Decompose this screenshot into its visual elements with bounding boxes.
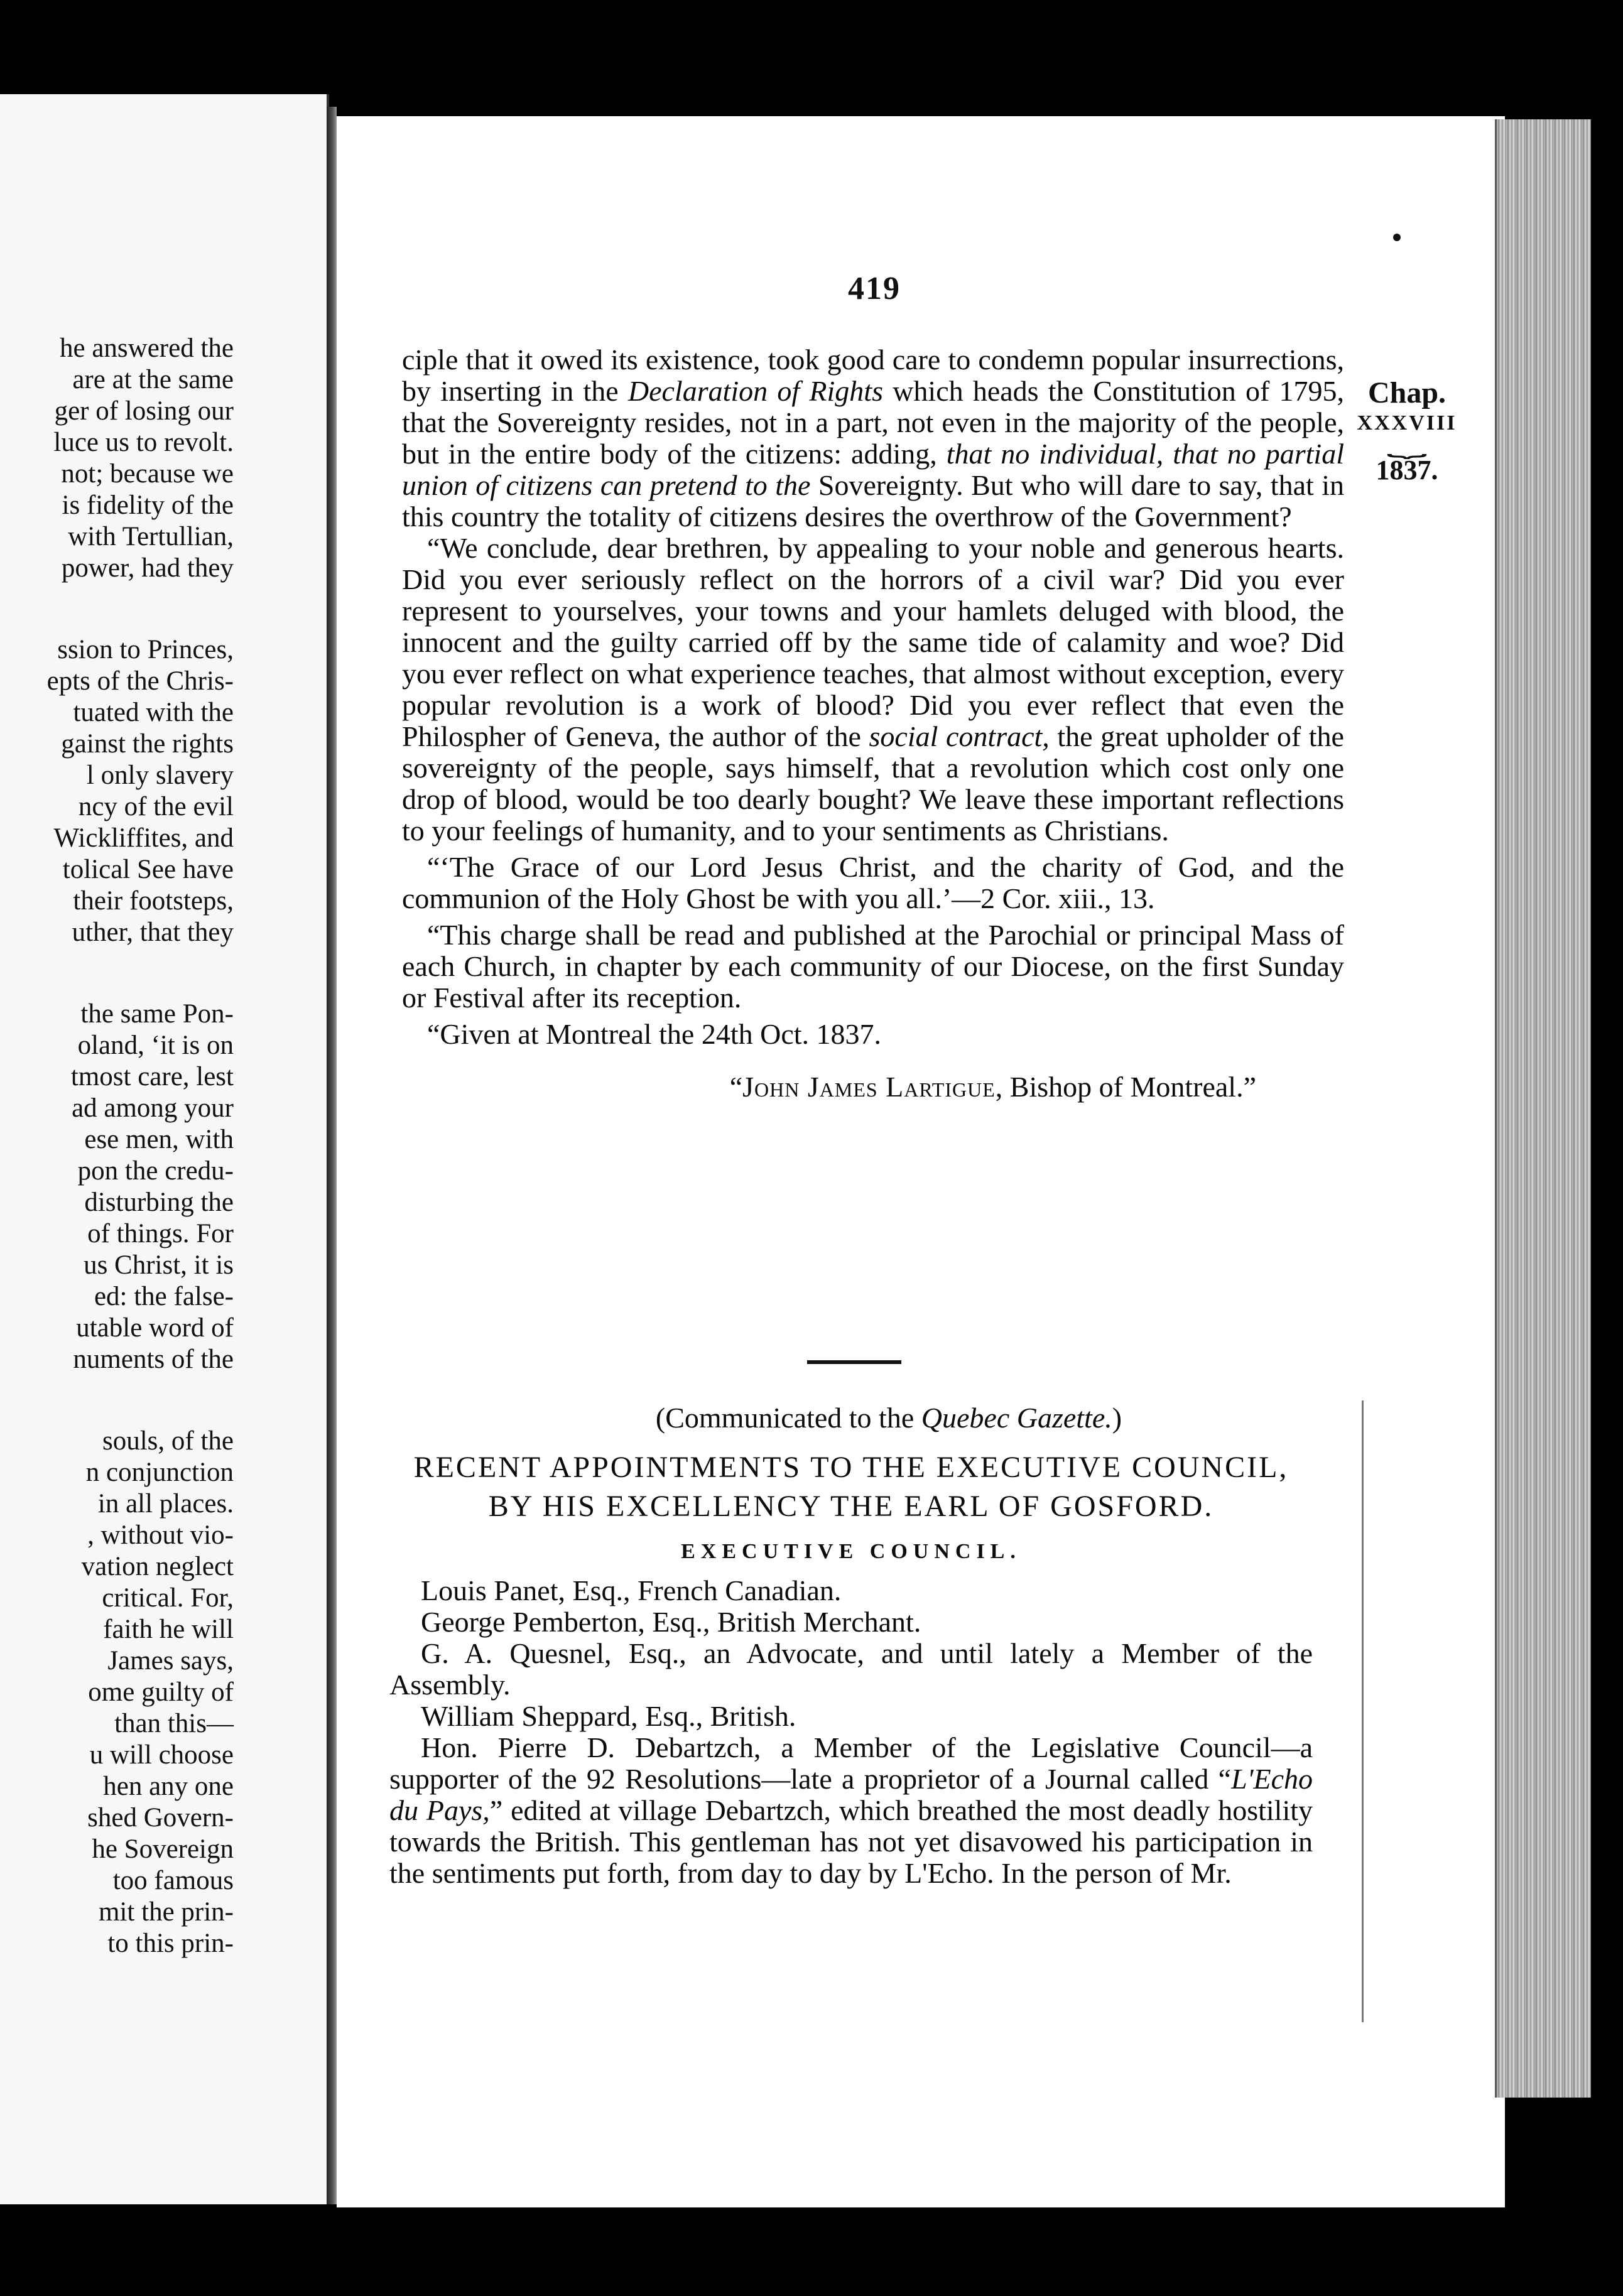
left-page-line: ssion to Princes,	[57, 635, 234, 664]
margin-chapter-numeral: XXXVIII	[1357, 411, 1457, 435]
member-entry: G. A. Quesnel, Esq., an Advocate, and until lately a Member of the Assembly.	[389, 1637, 1313, 1701]
left-page-line: pon the credu-	[77, 1156, 234, 1186]
echo-du-pays: L'Echo du Pays,	[389, 1763, 1313, 1826]
communicated-line: (Communicated to the Quebec Gazette.)	[655, 1402, 1122, 1434]
margin-note	[1350, 376, 1463, 487]
declaration-of-rights: Declaration of Rights	[627, 375, 883, 407]
member-entry-debartzch: Hon. Pierre D. Debartzch, a Member of the Legislative Council—a supporter of the 92 Resolutions—late a proprietor of a Journal called “L'Echo du Pays,” edited at village Debartzch, which breathed the most deadly hostility towards the British. This gentleman has not yet disavowed his participation in the sentiments put forth, from day to day by L'Echo. In the person of Mr.	[389, 1731, 1313, 1889]
left-page-line: luce us to revolt.	[53, 428, 234, 457]
left-page-line: of things. For	[87, 1219, 234, 1248]
member-entry: George Pemberton, Esq., British Merchant.	[421, 1606, 921, 1638]
left-page-line: oland, ‘it is on	[77, 1031, 234, 1060]
appointments-heading: RECENT APPOINTMENTS TO THE EXECUTIVE COUNCIL, BY HIS EXCELLENCY THE EARL OF GOSFORD.	[413, 1451, 1289, 1523]
left-page-line: their footsteps,	[73, 886, 234, 916]
left-page-line: the same Pon-	[80, 999, 234, 1029]
left-page-line: vation neglect	[81, 1552, 234, 1581]
council-members	[389, 1575, 1313, 1889]
paragraph-gap	[0, 1375, 327, 1426]
left-page-line: utable word of	[76, 1313, 234, 1343]
left-page-line: in all places.	[97, 1489, 234, 1519]
page-number: 419	[848, 271, 901, 306]
left-page-line: hen any one	[103, 1772, 234, 1801]
left-page-line: souls, of the	[102, 1426, 234, 1456]
left-page-line: shed Govern-	[87, 1803, 234, 1833]
ink-speck	[1393, 234, 1401, 241]
left-page-line: disturbing the	[84, 1188, 234, 1217]
member-entry: William Sheppard, Esq., British.	[421, 1700, 796, 1732]
paragraph-reading-instruction: “This charge shall be read and published at the Parochial or principal Mass of each Church, in chapter by each community of our Diocese, on the first Sunday or Festival after its reception.	[402, 919, 1344, 1014]
left-page-line: n conjunction	[85, 1458, 234, 1487]
left-page-line: is fidelity of the	[62, 490, 234, 520]
executive-council-heading: EXECUTIVE COUNCIL.	[681, 1540, 1021, 1563]
left-page-line: not; because we	[61, 459, 234, 489]
left-page-line: ed: the false-	[94, 1282, 234, 1311]
left-page-line: are at the same	[72, 365, 234, 394]
left-page-line: mit the prin-	[99, 1897, 234, 1927]
margin-chapter: Chap.	[1367, 376, 1447, 409]
bishop-signature: “John James Lartigue, Bishop of Montreal.”	[729, 1071, 1256, 1103]
left-page-line: ger of losing our	[54, 396, 234, 426]
left-page-line: numents of the	[73, 1345, 234, 1374]
page-edges	[1495, 119, 1591, 2098]
left-page-line: he answered the	[60, 333, 234, 363]
left-page-line: tuated with the	[73, 698, 234, 727]
pastoral-letter-text	[402, 344, 1344, 1103]
left-page-line: ad among your	[72, 1093, 234, 1123]
left-page-text	[0, 333, 327, 1959]
left-page-line: ncy of the evil	[78, 792, 234, 821]
margin-year: 1837.	[1376, 455, 1438, 485]
left-page-line: Wickliffites, and	[53, 823, 234, 853]
left-page-line: uther, that they	[72, 918, 234, 947]
left-page-line: too famous	[112, 1866, 234, 1895]
book-gutter	[327, 107, 337, 2204]
margin-rule	[1362, 1400, 1364, 2022]
paragraph-benediction: “‘The Grace of our Lord Jesus Christ, and the charity of God, and the communion of the Holy Ghost be with you all.’—2 Cor. xiii., 13.	[402, 851, 1344, 914]
left-page-line: to this prin-	[107, 1929, 234, 1958]
section-divider	[807, 1360, 901, 1364]
left-page-line: faith he will	[103, 1615, 234, 1644]
left-page-line: power, had they	[61, 553, 234, 583]
left-page-line: he Sovereign	[92, 1834, 234, 1864]
appointments-section	[389, 1400, 1313, 1889]
left-page-line: l only slavery	[86, 761, 234, 790]
left-page-line: than this—	[114, 1709, 234, 1738]
paragraph-gap	[0, 584, 327, 634]
left-page-line: , without vio-	[87, 1520, 234, 1550]
left-page-line: gainst the rights	[61, 729, 234, 759]
left-page-line: us Christ, it is	[84, 1250, 234, 1280]
left-page-line: with Tertullian,	[68, 522, 234, 551]
paragraph-gap	[0, 948, 327, 999]
paragraph-given-at: “Given at Montreal the 24th Oct. 1837.	[427, 1018, 882, 1050]
social-contract: social contract,	[869, 720, 1050, 752]
margin-brace: ⏟	[1386, 432, 1428, 457]
no-individual-quote: that no individual, that no partial union of citizens can pretend to the	[402, 438, 1344, 501]
newspaper-name: Quebec Gazette.	[921, 1402, 1112, 1434]
left-page-line: u will choose	[89, 1740, 234, 1770]
left-page-line: ese men, with	[84, 1125, 234, 1154]
left-page-line: James says,	[107, 1646, 234, 1676]
left-page-line: tolical See have	[62, 855, 234, 884]
left-page-line: tmost care, lest	[70, 1062, 234, 1091]
paragraph-sovereignty: ciple that it owed its existence, took good care to condemn popular insurrections, by inserting in the Declaration of Rights which heads the Constitution of 1795, that the Sovereignty resides, not in a part, not even in the majority of the people, but in the entire body of the citizens: adding, that no individual, that no partial union of citizens can pretend to the Sovereignty. But who will dare to say, that in this country the totality of citizens desires the overthrow of the Government?	[402, 344, 1344, 533]
member-entry: Louis Panet, Esq., French Canadian.	[421, 1574, 842, 1606]
left-page-line: epts of the Chris-	[46, 666, 234, 696]
paragraph-conclusion: “We conclude, dear brethren, by appealing to your noble and generous hearts. Did you ever seriously reflect on the horrors of a civil war? Did you ever represent to yourselves, your towns and your hamlets deluged with blood, the innocent and the guilty carried off by the same tide of calamity and woe? Did you ever reflect on what experience teaches, that almost without exception, every popular revolution is a work of blood? Did you ever reflect that even the Philospher of Geneva, the author of the social contract, the great upholder of the sovereignty of the people, says himself, that a revolution which cost only one drop of blood, would be too dearly bought? We leave these important reflections to your feelings of humanity, and to your sentiments as Christians.	[402, 532, 1344, 847]
left-page-line: ome guilty of	[88, 1677, 234, 1707]
left-page	[0, 94, 329, 2204]
left-page-line: critical. For,	[102, 1583, 234, 1613]
